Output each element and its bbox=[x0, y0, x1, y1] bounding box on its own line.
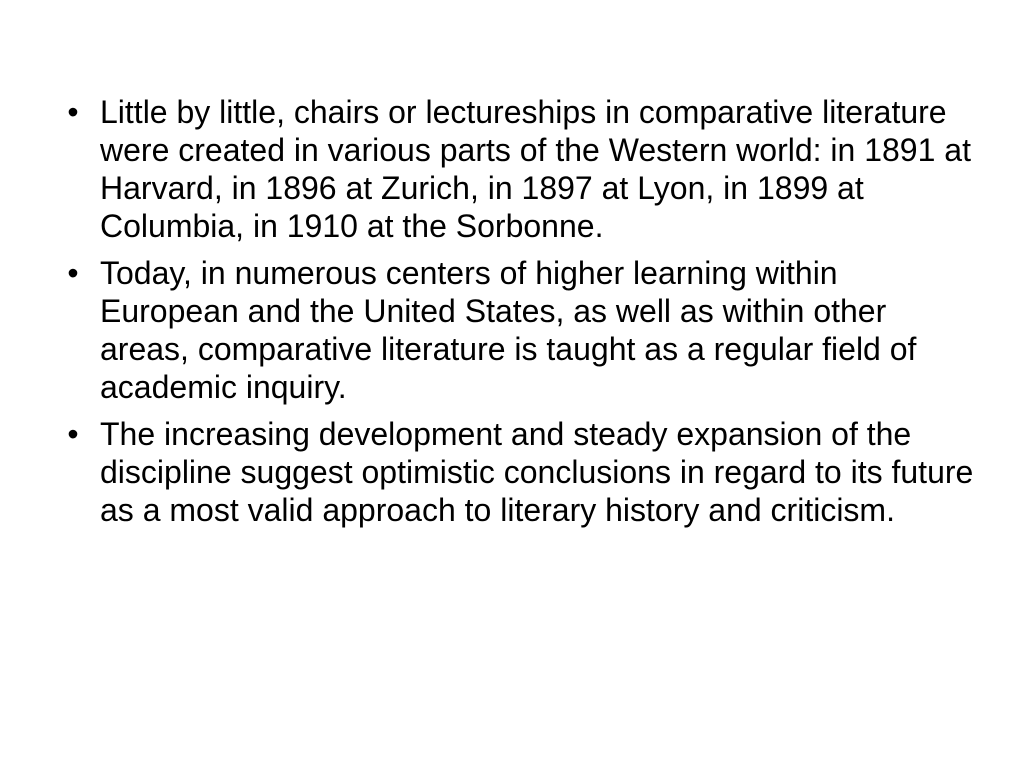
bullet-item bbox=[58, 254, 978, 406]
bullet-item bbox=[58, 93, 978, 245]
bullet-list bbox=[58, 93, 978, 538]
bullet-marker: • bbox=[67, 94, 79, 130]
bullet-marker: • bbox=[67, 416, 79, 452]
bullet-text: The increasing development and steady expansion of the discipline suggest optimistic conclusions in regard to its future as a most valid approach to literary history and criticism. bbox=[100, 416, 974, 528]
bullet-text: Little by little, chairs or lectureships in comparative literature were created in various parts of the Western world: in 1891 at Harvard, in 1896 at Zurich, in 1897 at Lyon, in 1899 at Columbia, in 1910 at the Sorbonne. bbox=[100, 94, 971, 244]
bullet-marker: • bbox=[67, 255, 79, 291]
bullet-text: Today, in numerous centers of higher learning within European and the United States, as well as within other areas, comparative literature is taught as a regular field of academic inquiry. bbox=[100, 255, 917, 405]
bullet-item bbox=[58, 415, 978, 529]
